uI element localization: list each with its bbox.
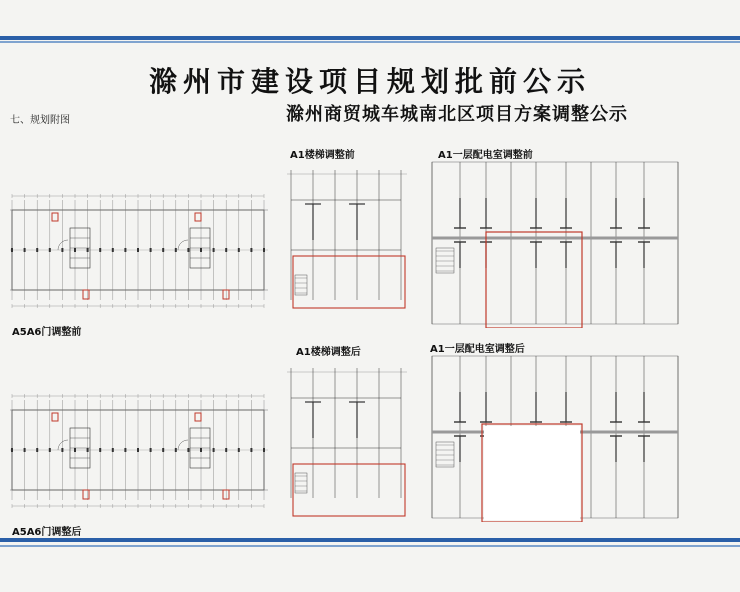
a1-stair-plan-before [287, 160, 409, 320]
a5a6-plan-before [10, 188, 268, 318]
top-band [0, 0, 740, 36]
caption-a1-stair-before: A1楼梯调整前 [290, 150, 355, 161]
a1-power-plan-after [426, 352, 684, 522]
a1-power-plan-before [426, 158, 684, 328]
page-title: 滁州市建设项目规划批前公示 [148, 65, 591, 98]
top-divider [0, 36, 740, 40]
page-subtitle: 滁州商贸城车城南北区项目方案调整公示 [286, 104, 628, 125]
bottom-divider-thin [0, 545, 740, 547]
a5a6-plan-after [10, 388, 268, 518]
caption-a1-power-after: A1一层配电室调整后 [430, 344, 525, 355]
caption-a5a6-before: A5A6门调整前 [12, 327, 82, 338]
top-divider-thin [0, 41, 740, 43]
caption-a1-stair-after: A1楼梯调整后 [296, 347, 361, 358]
a1-stair-plan-after [287, 358, 409, 523]
caption-a1-power-before: A1一层配电室调整前 [438, 150, 533, 161]
section-label: 七、规划附图 [10, 115, 70, 126]
caption-a5a6-after: A5A6门调整后 [12, 527, 82, 538]
bottom-band [0, 548, 740, 592]
bottom-divider [0, 538, 740, 542]
